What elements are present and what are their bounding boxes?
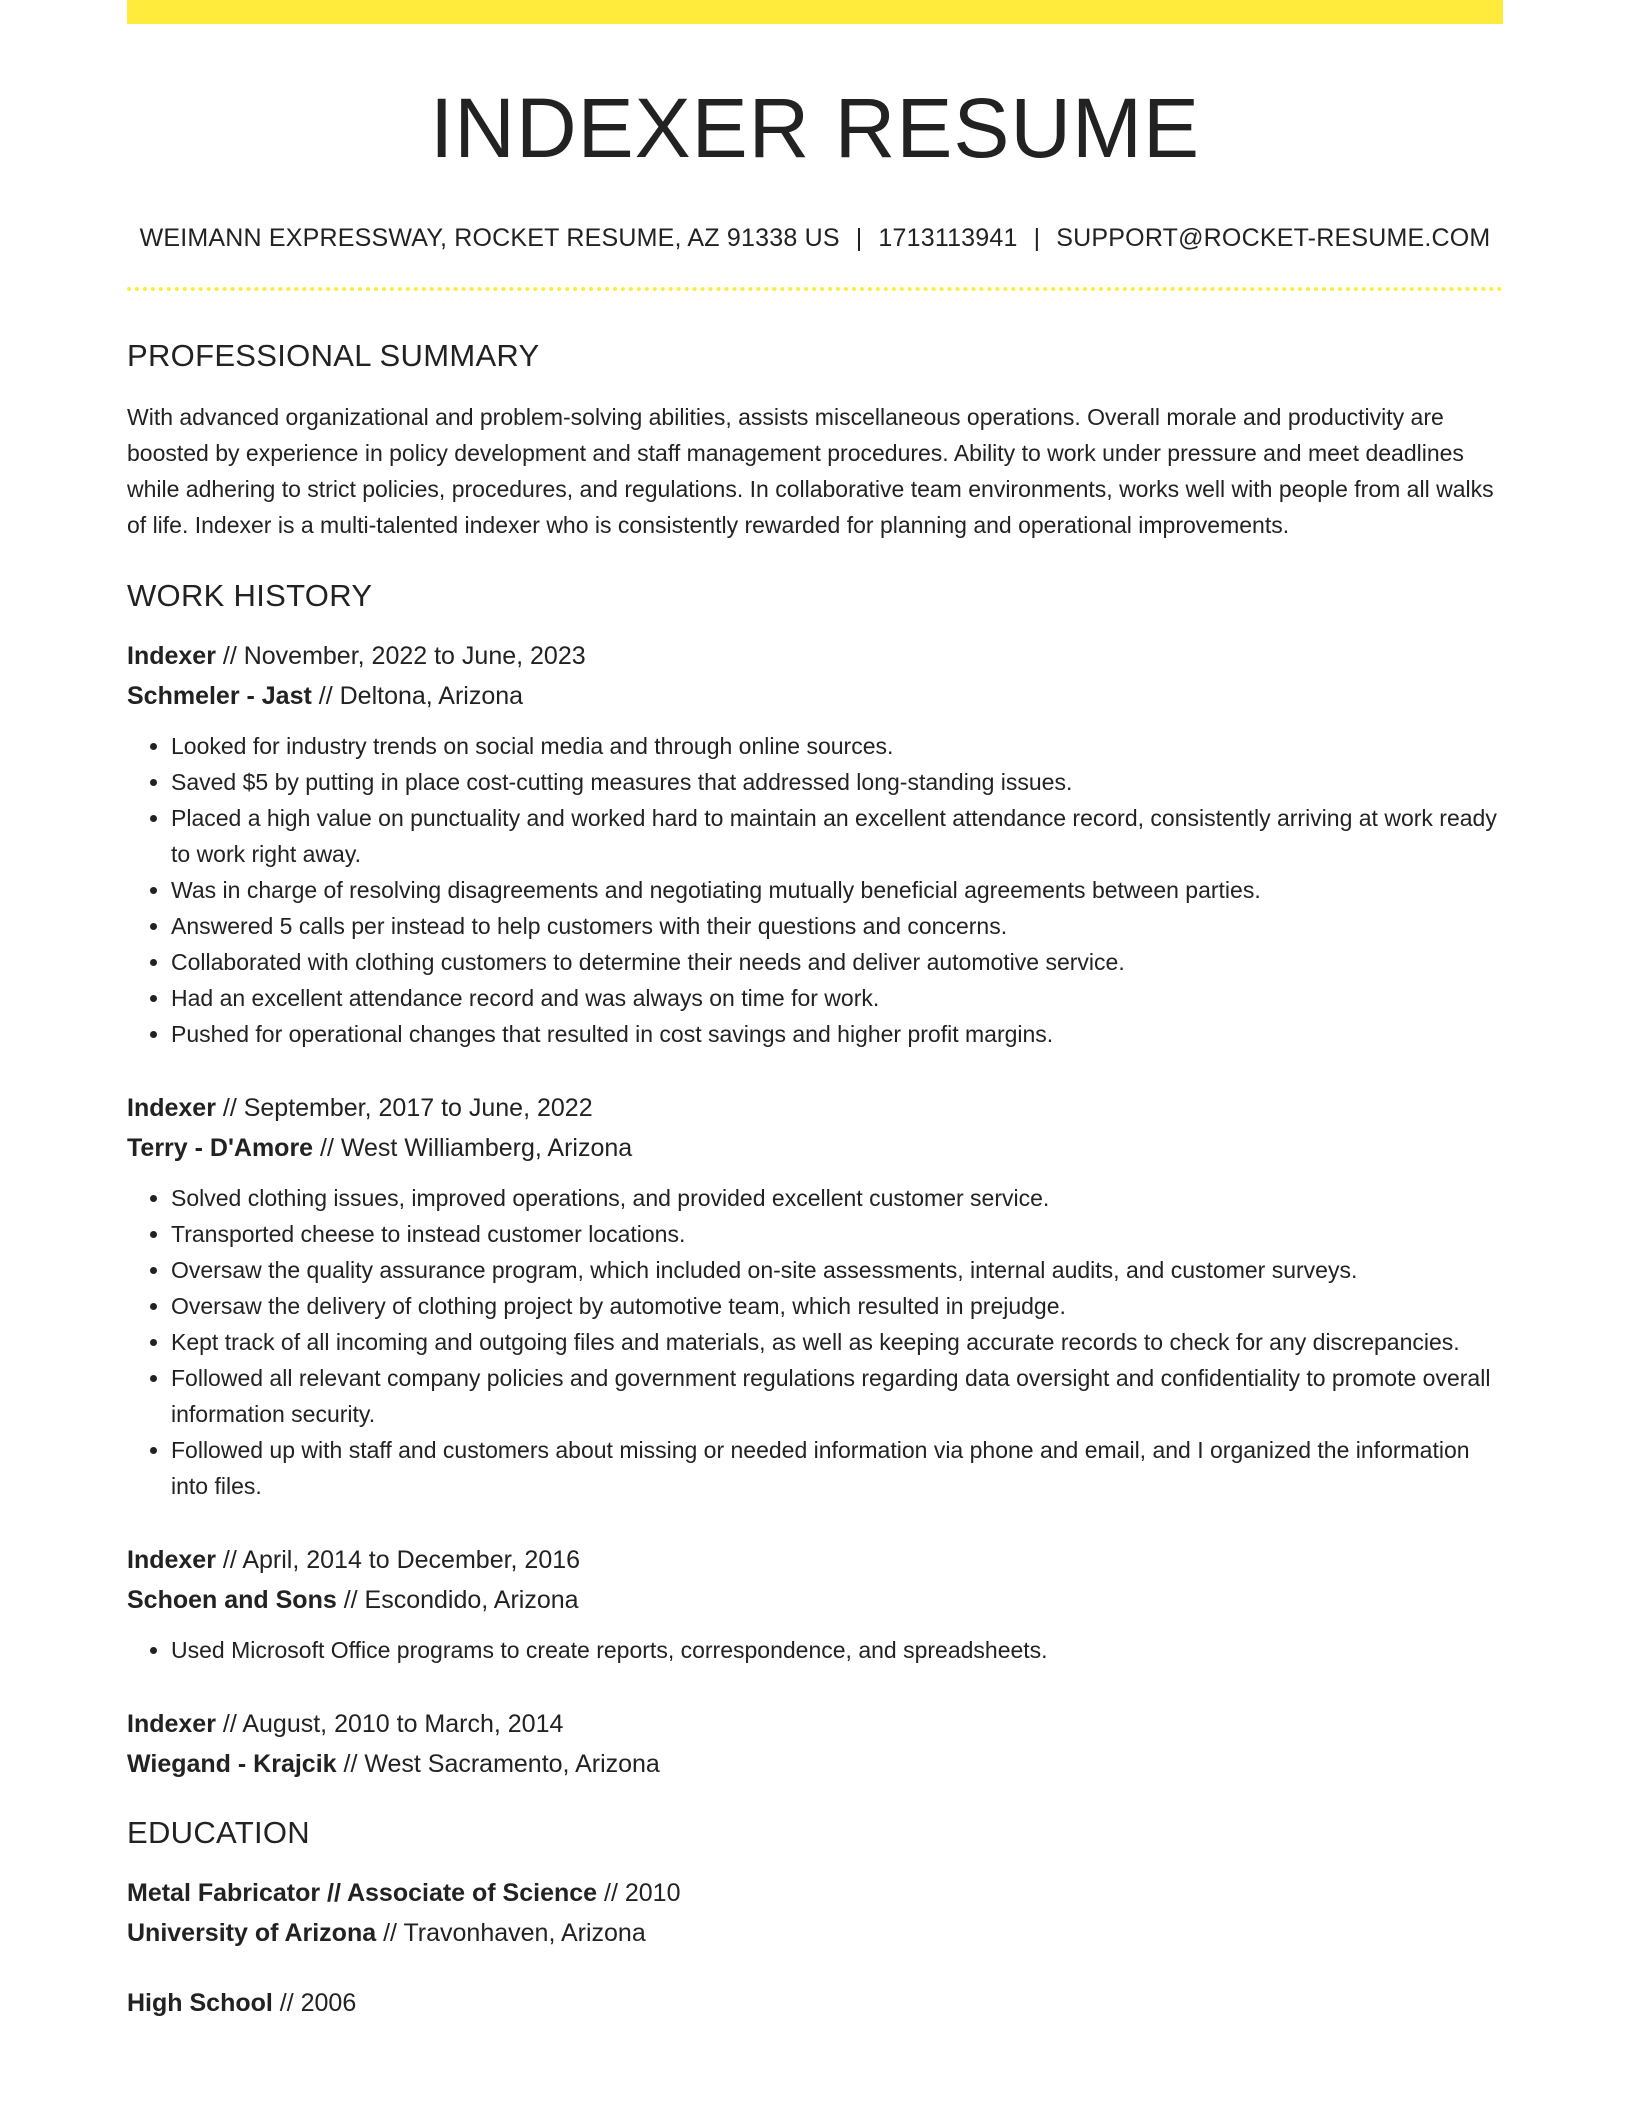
job-bullet: • Transported cheese to instead customer locations. bbox=[171, 1216, 1503, 1252]
job-bullet: • Followed up with staff and customers about missing or needed information via phone and email, and I organized the information into files. bbox=[171, 1432, 1503, 1504]
job-title-line bbox=[127, 1088, 1503, 1128]
education-school: University of Arizona bbox=[127, 1918, 377, 1947]
education-location: // Travonhaven, Arizona bbox=[376, 1918, 646, 1947]
job-company: Schmeler - Jast bbox=[127, 681, 312, 710]
education-year: // 2006 bbox=[272, 1988, 357, 2017]
job-entry bbox=[127, 1088, 1503, 1504]
education-degree: Metal Fabricator // Associate of Science bbox=[127, 1878, 598, 1907]
job-location: // Escondido, Arizona bbox=[336, 1585, 579, 1614]
work-history-heading: WORK HISTORY bbox=[127, 577, 373, 613]
dotted-divider bbox=[127, 287, 1503, 291]
resume-page bbox=[127, 0, 1503, 2023]
job-bullet: • Pushed for operational changes that resulted in cost savings and higher profit margins. bbox=[171, 1016, 1503, 1052]
job-bullet: • Saved $5 by putting in place cost-cutting measures that addressed long-standing issues. bbox=[171, 764, 1503, 800]
job-location: // West Williamberg, Arizona bbox=[313, 1133, 633, 1162]
job-title-line bbox=[127, 636, 1503, 676]
job-location: // Deltona, Arizona bbox=[311, 681, 524, 710]
contact-line bbox=[127, 224, 1503, 253]
education-entry bbox=[127, 1983, 1503, 2023]
job-bullet: • Looked for industry trends on social media and through online sources. bbox=[171, 728, 1503, 764]
education-year: // 2010 bbox=[597, 1878, 681, 1907]
job-bullet: • Kept track of all incoming and outgoing files and materials, as well as keeping accurate records to check for any discrepancies. bbox=[171, 1324, 1503, 1360]
contact-separator: | bbox=[1033, 224, 1041, 253]
education-entry bbox=[127, 1873, 1503, 1953]
job-entry bbox=[127, 636, 1503, 1052]
job-dates: // November, 2022 to June, 2023 bbox=[215, 641, 586, 670]
job-role: Indexer bbox=[127, 1709, 216, 1738]
contact-address: WEIMANN EXPRESSWAY, ROCKET RESUME, AZ 91338 US bbox=[139, 224, 840, 253]
job-bullet: • Collaborated with clothing customers to determine their needs and deliver automotive service. bbox=[171, 944, 1503, 980]
job-bullet: • Used Microsoft Office programs to create reports, correspondence, and spreadsheets. bbox=[171, 1632, 1503, 1668]
job-location: // West Sacramento, Arizona bbox=[336, 1749, 660, 1778]
job-dates: // April, 2014 to December, 2016 bbox=[215, 1545, 581, 1574]
job-bullet: • Placed a high value on punctuality and worked hard to maintain an excellent attendance record, consistently arriving at work ready to work right away. bbox=[171, 800, 1503, 872]
job-title-line bbox=[127, 1540, 1503, 1580]
resume-title: INDEXER RESUME bbox=[429, 81, 1201, 175]
education-school-line bbox=[127, 1913, 1503, 1953]
job-company-line bbox=[127, 676, 1503, 716]
summary-heading: PROFESSIONAL SUMMARY bbox=[127, 338, 540, 374]
job-company-line bbox=[127, 1580, 1503, 1620]
job-bullets bbox=[127, 1632, 1503, 1668]
job-bullets bbox=[127, 1180, 1503, 1504]
contact-separator: | bbox=[855, 224, 863, 253]
job-company: Schoen and Sons bbox=[127, 1585, 337, 1614]
job-dates: // August, 2010 to March, 2014 bbox=[215, 1709, 564, 1738]
contact-email[interactable]: SUPPORT@ROCKET-RESUME.COM bbox=[1056, 224, 1491, 253]
job-entry bbox=[127, 1540, 1503, 1668]
top-accent-bar bbox=[127, 0, 1503, 24]
job-dates: // September, 2017 to June, 2022 bbox=[215, 1093, 593, 1122]
job-company-line bbox=[127, 1128, 1503, 1168]
summary-text: With advanced organizational and problem-solving abilities, assists miscellaneous operations. Overall morale and productivity are boosted by experience in policy development and staff management procedures. Ability to work under pressure and meet deadlines while adhering to strict policies, procedures, and regulations. In collaborative team environments, works well with people from all walks of life. Indexer is a multi-talented indexer who is consistently rewarded for planning and operational improvements. bbox=[127, 403, 1494, 538]
job-role: Indexer bbox=[127, 1545, 216, 1574]
job-company: Wiegand - Krajcik bbox=[127, 1749, 337, 1778]
job-company: Terry - D'Amore bbox=[127, 1133, 314, 1162]
job-bullet: • Had an excellent attendance record and was always on time for work. bbox=[171, 980, 1503, 1016]
education-degree: High School bbox=[127, 1988, 273, 2017]
job-bullets bbox=[127, 728, 1503, 1052]
job-entry bbox=[127, 1704, 1503, 1784]
job-bullet: • Answered 5 calls per instead to help customers with their questions and concerns. bbox=[171, 908, 1503, 944]
contact-phone[interactable]: 1713113941 bbox=[878, 224, 1018, 253]
job-role: Indexer bbox=[127, 1093, 216, 1122]
job-title-line bbox=[127, 1704, 1503, 1744]
job-bullet: • Was in charge of resolving disagreements and negotiating mutually beneficial agreements between parties. bbox=[171, 872, 1503, 908]
job-bullet: • Followed all relevant company policies and government regulations regarding data oversight and confidentiality to promote overall information security. bbox=[171, 1360, 1503, 1432]
education-degree-line bbox=[127, 1983, 1503, 2023]
education-degree-line bbox=[127, 1873, 1503, 1913]
job-bullet: • Oversaw the delivery of clothing project by automotive team, which resulted in prejudge. bbox=[171, 1288, 1503, 1324]
job-bullet: • Solved clothing issues, improved operations, and provided excellent customer service. bbox=[171, 1180, 1503, 1216]
job-role: Indexer bbox=[127, 641, 216, 670]
job-company-line bbox=[127, 1744, 1503, 1784]
job-bullet: • Oversaw the quality assurance program, which included on-site assessments, internal audits, and customer surveys. bbox=[171, 1252, 1503, 1288]
education-heading: EDUCATION bbox=[127, 1814, 310, 1850]
